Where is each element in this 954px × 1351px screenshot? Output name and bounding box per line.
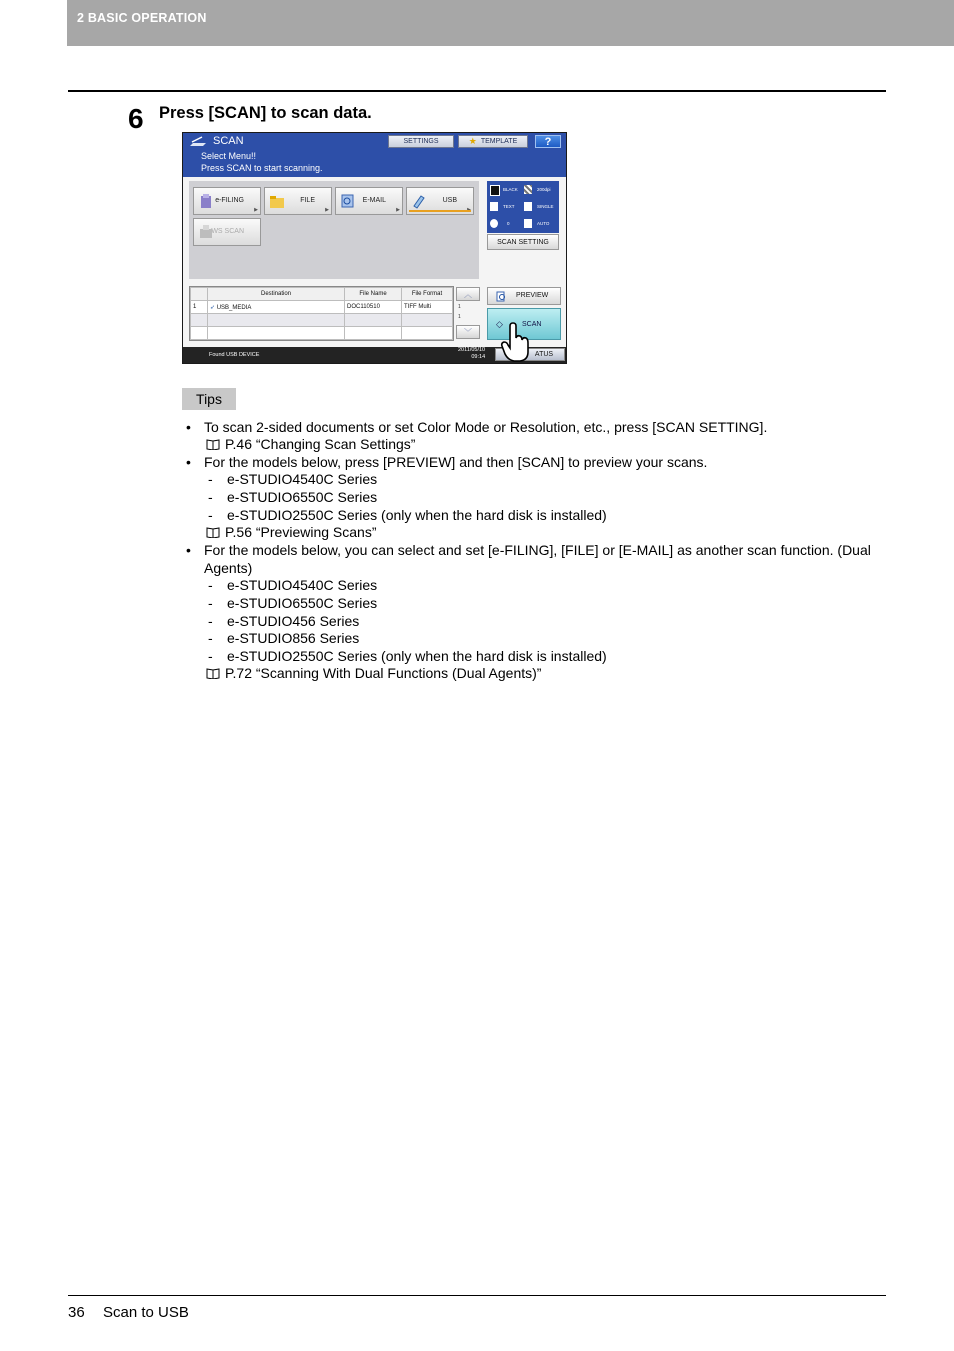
folder-icon xyxy=(269,192,285,210)
page-current: 1 xyxy=(458,304,461,310)
scroll-down-button[interactable] xyxy=(456,325,480,339)
model-item: e-STUDIO6550C Series xyxy=(227,489,378,505)
row-index: 1 xyxy=(191,301,208,314)
page-number: 36 xyxy=(68,1304,85,1321)
list-dash: - xyxy=(208,489,213,505)
rotation-icon xyxy=(490,219,498,228)
screen-message-2: Press SCAN to start scanning. xyxy=(201,163,323,173)
tip-text: For the models below, you can select and set [e-FILING], [FILE] or [E-MAIL] as another scan function. (Dual xyxy=(204,542,871,558)
model-item: e-STUDIO4540C Series xyxy=(227,471,378,487)
list-dash: - xyxy=(208,577,213,593)
model-item: e-STUDIO2550C Series (only when the hard disk is installed) xyxy=(227,648,607,664)
template-button[interactable]: ★ TEMPLATE xyxy=(458,135,528,148)
column-header-file-format: File Format xyxy=(402,288,453,301)
time: 09:14 xyxy=(471,354,486,360)
list-dash: - xyxy=(208,613,213,629)
tip-reference-link[interactable]: P.46 “Changing Scan Settings” xyxy=(225,436,416,452)
preview-button[interactable]: PREVIEW xyxy=(487,287,561,305)
tip-reference-link[interactable]: P.56 “Previewing Scans” xyxy=(225,524,377,540)
tip-bullet: • xyxy=(186,542,191,558)
email-button[interactable]: E-MAIL ▶ xyxy=(335,187,403,215)
settings-button[interactable]: SETTINGS xyxy=(388,135,454,148)
tip-reference-link[interactable]: P.72 “Scanning With Dual Functions (Dual Agents)” xyxy=(225,665,542,681)
row-file-format: TIFF Multi xyxy=(402,301,453,314)
size-value: AUTO xyxy=(537,221,550,226)
section-divider xyxy=(68,90,886,92)
resolution-icon xyxy=(524,185,532,194)
model-item: e-STUDIO4540C Series xyxy=(227,577,378,593)
job-status-button[interactable]: ATUS xyxy=(495,348,565,361)
table-row xyxy=(191,314,453,327)
efiling-icon xyxy=(198,192,214,210)
column-header-destination: Destination xyxy=(208,288,345,301)
status-message: Found USB DEVICE xyxy=(209,352,260,358)
model-item: e-STUDIO456 Series xyxy=(227,613,360,629)
original-mode-value: TEXT xyxy=(503,204,515,209)
date: 2011/05/10 xyxy=(458,347,486,353)
chevron-up-icon: ︿ xyxy=(464,289,472,299)
table-row xyxy=(191,327,453,340)
scan-setting-button[interactable]: SCAN SETTING xyxy=(487,234,559,250)
book-icon xyxy=(206,526,220,538)
preview-icon xyxy=(496,291,506,302)
start-icon: ◇ xyxy=(496,319,503,329)
row-destination: USB_MEDIA xyxy=(216,304,252,311)
step-instruction: Press [SCAN] to scan data. xyxy=(159,104,372,122)
scan-screen-illustration xyxy=(182,132,567,364)
book-icon xyxy=(206,438,220,450)
email-icon xyxy=(340,192,356,210)
pointing-hand-icon xyxy=(500,322,532,362)
star-icon: ★ xyxy=(468,136,477,146)
footer-section-title: Scan to USB xyxy=(103,1304,189,1321)
book-icon xyxy=(206,667,220,679)
table-row[interactable] xyxy=(191,301,453,314)
file-button[interactable]: FILE ▶ xyxy=(264,187,332,215)
single-side-icon xyxy=(524,202,532,211)
screen-title: SCAN xyxy=(213,135,244,147)
tip-text-continued: Agents) xyxy=(204,560,253,576)
step-number: 6 xyxy=(128,103,144,134)
destination-table xyxy=(189,286,454,341)
model-item: e-STUDIO2550C Series (only when the hard disk is installed) xyxy=(227,507,607,523)
scanner-icon xyxy=(189,136,207,148)
model-item: e-STUDIO856 Series xyxy=(227,630,360,646)
sides-value: SINGLE xyxy=(537,204,554,209)
ws-scan-button[interactable]: WS SCAN xyxy=(193,218,261,246)
color-mode-icon xyxy=(490,185,500,196)
usb-button[interactable]: USB xyxy=(406,187,474,215)
efiling-button[interactable]: e-FILING ▶ xyxy=(193,187,261,215)
list-dash: - xyxy=(208,595,213,611)
color-mode-value: BLACK xyxy=(503,187,518,192)
usb-selected-indicator xyxy=(409,210,471,212)
scan-settings-panel xyxy=(487,181,559,233)
tips-label: Tips xyxy=(182,388,236,410)
page-total: 1 xyxy=(458,314,461,320)
tip-bullet: • xyxy=(186,419,191,435)
footer-divider xyxy=(68,1295,886,1296)
chevron-down-icon: ﹀ xyxy=(464,327,472,337)
list-dash: - xyxy=(208,507,213,523)
tip-text: To scan 2-sided documents or set Color Mode or Resolution, etc., press [SCAN SETTING]. xyxy=(204,419,768,435)
list-dash: - xyxy=(208,471,213,487)
screen-message-1: Select Menu!! xyxy=(201,151,257,161)
screen-header xyxy=(183,133,566,177)
size-icon xyxy=(524,219,532,228)
help-button[interactable]: ? xyxy=(535,135,561,148)
chapter-header xyxy=(67,0,954,46)
row-file-name: DOC110510 xyxy=(345,301,402,314)
usb-icon xyxy=(411,192,427,210)
model-item: e-STUDIO6550C Series xyxy=(227,595,378,611)
list-dash: - xyxy=(208,630,213,646)
scan-button[interactable]: ◇ SCAN xyxy=(487,308,561,340)
date-time xyxy=(458,347,485,361)
original-mode-icon xyxy=(490,202,498,211)
column-header-file-name: File Name xyxy=(345,288,402,301)
chapter-title: 2 BASIC OPERATION xyxy=(77,11,207,25)
tip-bullet: • xyxy=(186,454,191,470)
tip-text: For the models below, press [PREVIEW] and then [SCAN] to preview your scans. xyxy=(204,454,708,470)
scroll-up-button[interactable] xyxy=(456,287,480,301)
function-panel xyxy=(189,181,479,279)
usb-icon: ➶ xyxy=(210,304,216,311)
list-dash: - xyxy=(208,648,213,664)
rotation-value: 0 xyxy=(507,221,510,226)
resolution-value: 200dpi xyxy=(537,187,551,192)
